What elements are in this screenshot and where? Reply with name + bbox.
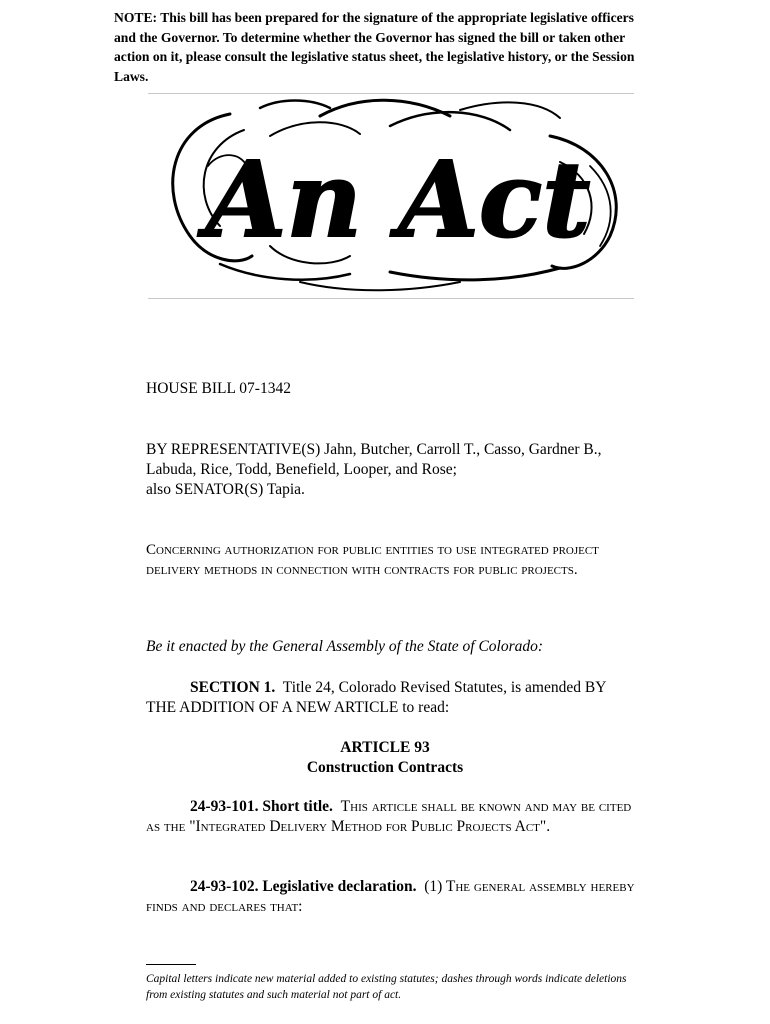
sponsors [146, 440, 646, 500]
footnote-divider [146, 964, 196, 965]
section-1 [146, 678, 636, 718]
bill-title-text: Concerning authorization for public entities to use integrated project delivery methods in connection with contracts for public projects. [146, 542, 599, 578]
section-24-93-101-heading: 24-93-101. Short title. [190, 798, 333, 815]
footnote: Capital letters indicate new material added to existing statutes; dashes through words indicate deletions from existing statutes and such material not part of act. [146, 973, 627, 1001]
bill-title [146, 540, 636, 580]
sponsors-line-2: Labuda, Rice, Todd, Benefield, Looper, and Rose; [146, 461, 457, 478]
section-1-text: Title 24, Colorado Revised Statutes, is amended BY THE ADDITION OF A NEW ARTICLE to read: [146, 679, 606, 716]
an-act-seal-graphic [160, 96, 636, 296]
bill-note: NOTE: This bill has been prepared for the signature of the appropriate legislative officers and the Governor. To determine whether the Governor has signed the bill or taken other action on it, please consult the legislative status sheet, the legislative history, or the Session Laws. [114, 10, 635, 84]
bill-number: HOUSE BILL 07-1342 [146, 380, 291, 397]
article-title: Construction Contracts [306, 759, 464, 776]
article-heading [146, 738, 624, 778]
section-24-93-101 [146, 797, 636, 837]
section-24-93-102-text: (1) The general assembly hereby finds and declares that: [146, 878, 635, 915]
section-24-93-102 [146, 877, 636, 917]
section-1-heading: SECTION 1. [190, 679, 276, 696]
section-24-93-102-heading: 24-93-102. Legislative declaration. [190, 878, 417, 895]
enacting-clause: Be it enacted by the General Assembly of the State of Colorado: [146, 638, 544, 655]
sponsors-line-3: also SENATOR(S) Tapia. [146, 481, 305, 498]
an-act-seal [160, 96, 636, 296]
sponsors-line-1: BY REPRESENTATIVE(S) Jahn, Butcher, Carroll T., Casso, Gardner B., [146, 441, 602, 458]
bottom-divider [148, 298, 634, 299]
section-24-93-101-text: This article shall be known and may be cited as the "Integrated Delivery Method for Public Projects Act". [146, 798, 632, 835]
an-act-seal-text: An Act [205, 138, 591, 261]
article-number: ARTICLE 93 [340, 739, 430, 756]
top-divider [148, 93, 634, 94]
